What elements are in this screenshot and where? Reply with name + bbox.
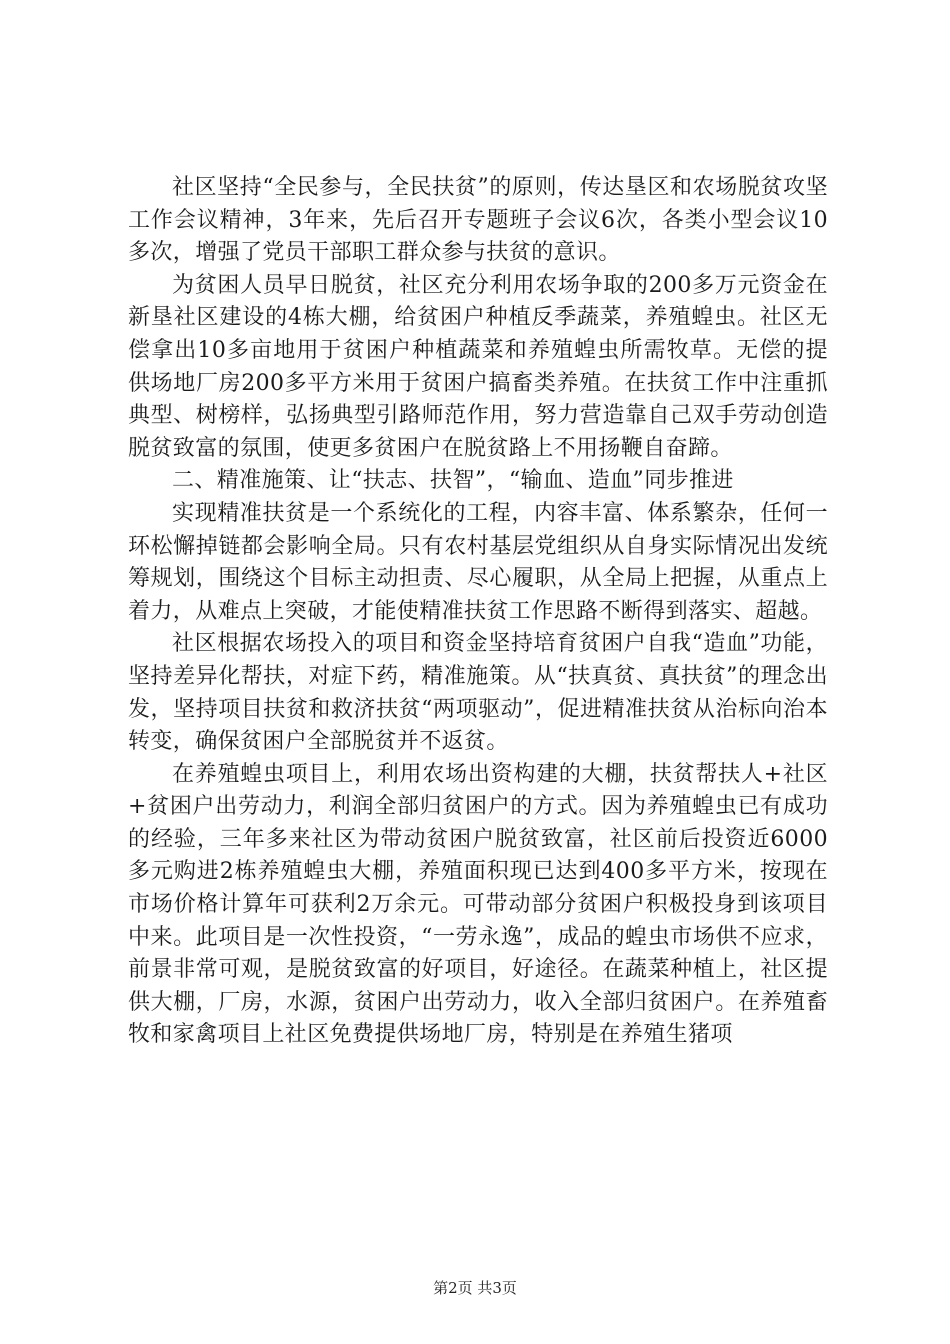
paragraph-locust-farming: 在养殖蝗虫项目上，利用农场出资构建的大棚，扶贫帮扶人+社区+贫困户出劳动力，利润全部归贫困户的方式。因为养殖蝗虫已有成功的经验，三年多来社区为带动贫困户脱贫致富，社区前后投资近6000多元购进2栋养殖蝗虫大棚，养殖面积现已达到400多平方米，按现在市场价格计算年可获利2万余元。可带动部分贫困户积极投身到该项目中来。此项目是一次性投资，“一劳永逸”，成品的蝗虫市场供不应求，前景非常可观，是脱贫致富的好项目，好途径。在蔬菜种植上，社区提供大棚，厂房，水源，贫困户出劳动力，收入全部归贫困户。在养殖畜牧和家禽项目上社区免费提供场地厂房，特别是在养殖生猪项 (128, 761, 828, 1048)
document-body (128, 172, 828, 1052)
paragraph-self-sufficiency: 社区根据农场投入的项目和资金坚持培育贫困户自我“造血”功能，坚持差异化帮扶，对症下药，精准施策。从“扶真贫、真扶贫”的理念出发，坚持项目扶贫和救济扶贫“两项驱动”，促进精准扶贫从治标向治本转变，确保贫困户全部脱贫并不返贫。 (128, 631, 828, 755)
section-heading-precise-measures: 二、精准施策、让“扶志、扶智”，“输血、造血”同步推进 (172, 468, 734, 494)
page-footer: 第2页 共3页 (433, 1279, 517, 1297)
paragraph-systematic-project: 实现精准扶贫是一个系统化的工程，内容丰富、体系繁杂，任何一环松懈掉链都会影响全局。只有农村基层党组织从自身实际情况出发统筹规划，围绕这个目标主动担责、尽心履职，从全局上把握，从重点上着力，从难点上突破，才能使精准扶贫工作思路不断得到落实、超越。 (128, 500, 828, 624)
paragraph-funding-greenhouses: 为贫困人员早日脱贫，社区充分利用农场争取的200多万元资金在新垦社区建设的4栋大棚，给贫困户种植反季蔬菜，养殖蝗虫。社区无偿拿出10多亩地用于贫困户种植蔬菜和养殖蝗虫所需牧草。无偿的提供场地厂房200多平方米用于贫困户搞畜类养殖。在扶贫工作中注重抓典型、树榜样，弘扬典型引路师范作用，努力营造靠自己双手劳动创造脱贫致富的氛围，使更多贫困户在脱贫路上不用扬鞭自奋蹄。 (128, 272, 828, 461)
paragraph-participation: 社区坚持“全民参与，全民扶贫”的原则，传达垦区和农场脱贫攻坚工作会议精神，3年来，先后召开专题班子会议6次，各类小型会议10多次，增强了党员干部职工群众参与扶贫的意识。 (128, 175, 828, 266)
